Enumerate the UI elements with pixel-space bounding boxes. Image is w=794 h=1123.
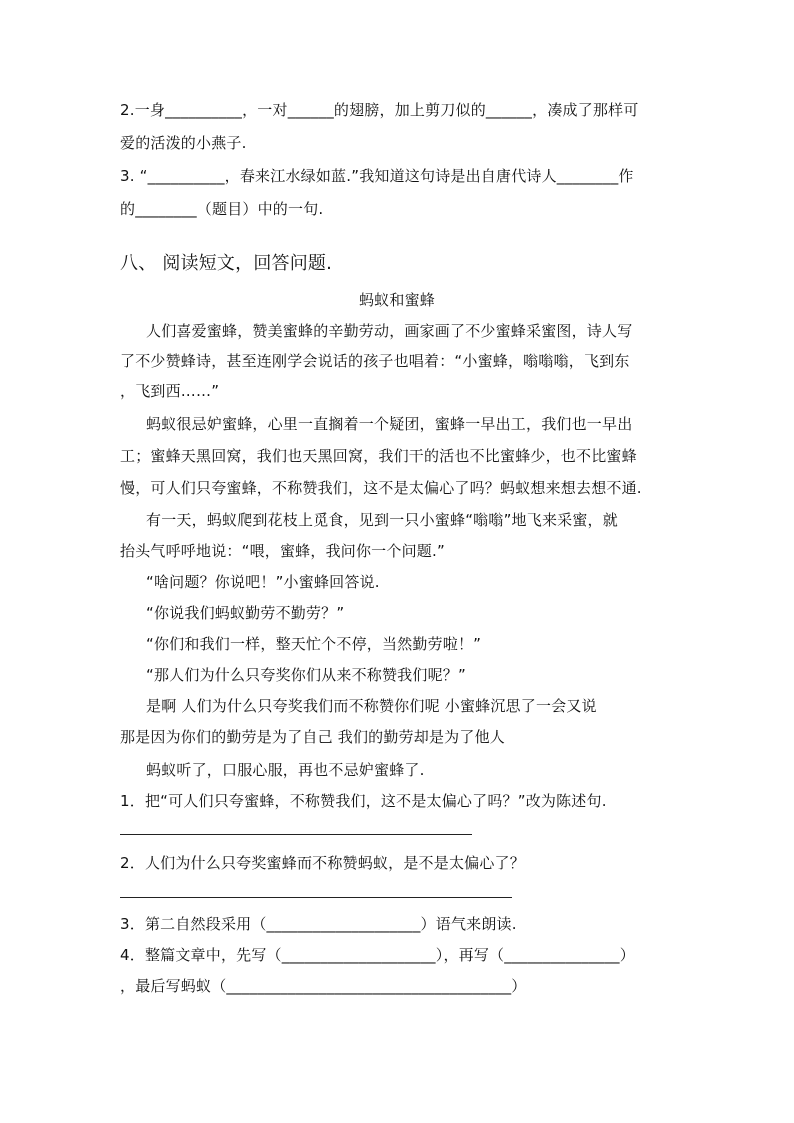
passage-line: 蚂蚁听了，口服心服，再也不忌妒蜜蜂了. [146, 761, 425, 779]
passage-line: “你们和我们一样，整天忙个不停，当然勤劳啦！” [146, 635, 482, 653]
question-2: 2．人们为什么只夸奖蜜蜂而不称赞蚂蚁，是不是太偏心了？ [120, 854, 525, 872]
passage-line: 慢，可人们只夸蜜蜂，不称赞我们，这不是太偏心了吗？蚂蚁想来想去想不通. [120, 479, 642, 497]
question-3-line-2: 的________（题目）中的一句. [120, 200, 324, 218]
section-heading: 八、 阅读短文，回答问题. [120, 253, 333, 274]
answer-line-2[interactable] [120, 897, 512, 898]
passage-line: “啥问题？你说吧！”小蜜蜂回答说. [146, 573, 380, 591]
question-4-line-1: 4．整篇文章中，先写（____________________），再写（_______________） [120, 946, 635, 964]
question-4-line-2: ，最后写蚂蚁（_____________________________________） [120, 977, 527, 995]
passage-line: “那人们为什么只夸奖你们从来不称赞我们呢？” [146, 666, 466, 684]
passage-line: 工；蜜蜂天黑回窝，我们也天黑回窝，我们干的活也不比蜜蜂少，也不比蜜蜂 [120, 447, 637, 465]
question-2-line-2: 爱的活泼的小燕子. [120, 134, 247, 152]
passage-line: 有一天，蚂蚁爬到花枝上觅食，见到一只小蜜蜂“嗡嗡”地飞来采蜜，就 [146, 511, 618, 529]
passage-line: 蚂蚁很忌妒蜜蜂，心里一直搁着一个疑团，蜜蜂一早出工，我们也一早出 [146, 415, 633, 433]
passage-line: 那是因为你们的勤劳是为了自己 我们的勤劳却是为了他人 [120, 728, 505, 746]
passage-line: 了不少赞蜂诗，甚至连刚学会说话的孩子也唱着：“小蜜蜂，嗡嗡嗡，飞到东 [120, 352, 630, 370]
answer-line-1[interactable] [120, 834, 472, 835]
question-3-line-1: 3. “__________，春来江水绿如蓝.”我知道这句诗是出自唐代诗人________作 [120, 167, 634, 185]
passage-title: 蚂蚁和蜜蜂 [358, 291, 435, 309]
passage-line: ，飞到西……” [120, 382, 220, 400]
question-1: 1．把“可人们只夸蜜蜂，不称赞我们，这不是太偏心了吗？”改为陈述句. [120, 792, 607, 810]
question-2-line-1: 2.一身__________，一对______的翅膀，加上剪刀似的______，凑成了那样可 [120, 101, 639, 119]
passage-line: 是啊 人们为什么只夸奖我们而不称赞你们呢 小蜜蜂沉思了一会又说 [146, 697, 597, 715]
passage-line: “你说我们蚂蚁勤劳不勤劳？” [146, 604, 345, 622]
passage-line: 抬头气呼呼地说：“喂，蜜蜂，我问你一个问题.” [120, 542, 445, 560]
passage-line: 人们喜爱蜜蜂，赞美蜜蜂的辛勤劳动，画家画了不少蜜蜂采蜜图，诗人写 [146, 322, 633, 340]
question-3: 3．第二自然段采用（____________________）语气来朗读. [120, 915, 517, 933]
